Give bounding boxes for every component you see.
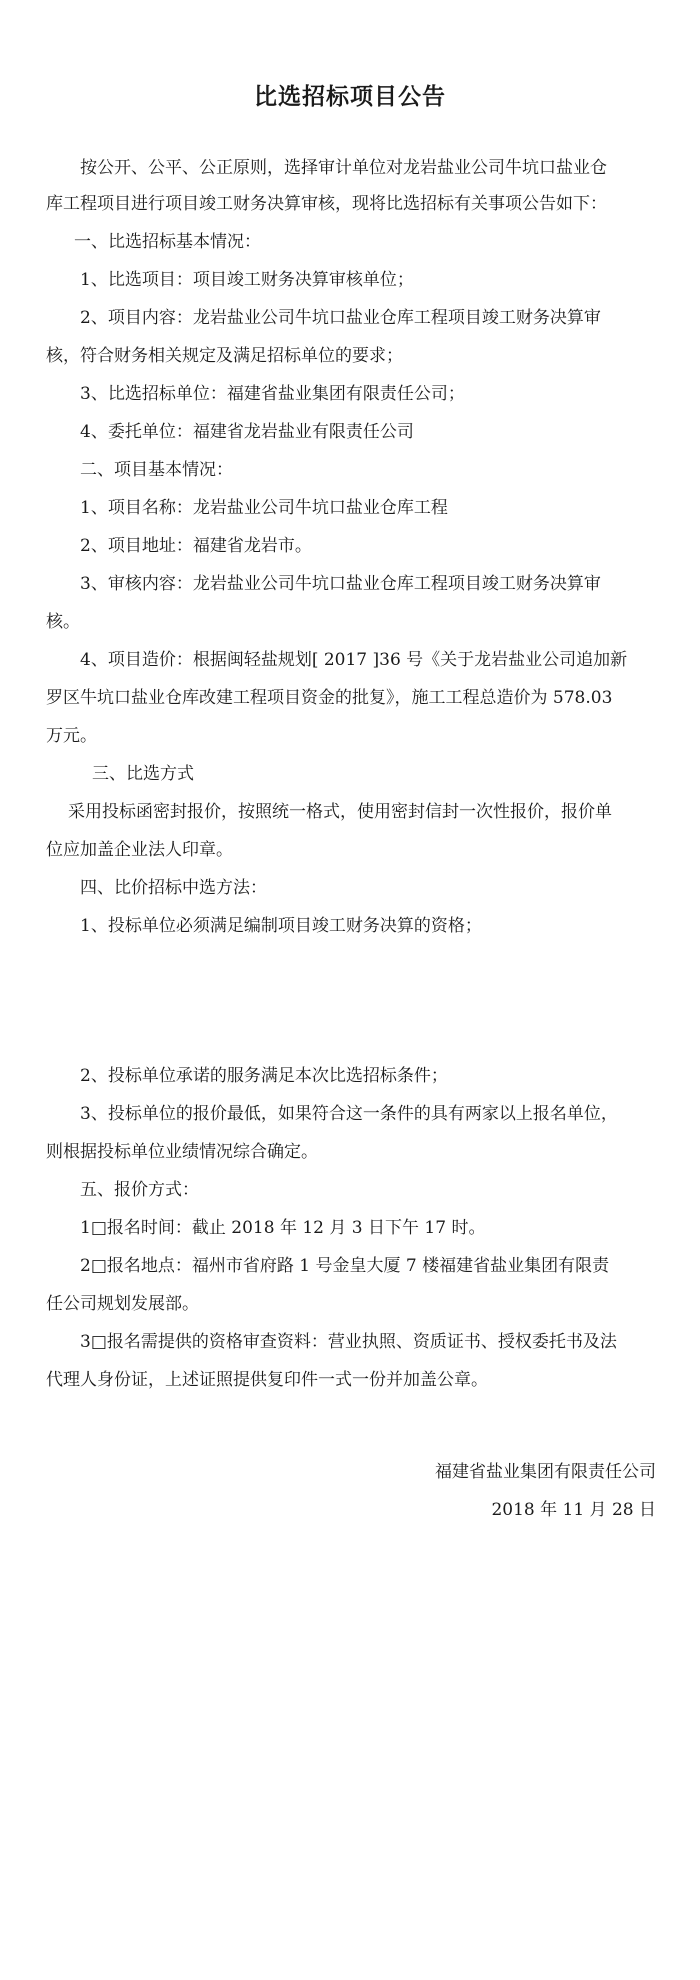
section-3-line-2: 位应加盖企业法人印章。 [46,840,233,860]
signature-organization: 福建省盐业集团有限责任公司 [435,1462,656,1482]
section-5-item-2-line-1: 2□报名地点：福州市省府路 1 号金皇大厦 7 楼福建省盐业集团有限责 [80,1256,610,1276]
intro-line-1: 按公开、公平、公正原则，选择审计单位对龙岩盐业公司牛坑口盐业仓 [80,158,607,178]
intro-line-2: 库工程项目进行项目竣工财务决算审核，现将比选招标有关事项公告如下： [46,194,607,214]
section-1-item-2-line-1: 2、项目内容：龙岩盐业公司牛坑口盐业仓库工程项目竣工财务决算审 [80,308,601,328]
section-1-item-1: 1、比选项目：项目竣工财务决算审核单位； [80,270,414,290]
section-2-item-4-line-1: 4、项目造价：根据闽轻盐规划[ 2017 ]36 号《关于龙岩盐业公司追加新 [80,650,628,670]
section-1-item-2-line-2: 核，符合财务相关规定及满足招标单位的要求； [46,346,403,366]
signature-date: 2018 年 11 月 28 日 [491,1500,656,1520]
section-5-item-3-line-1: 3□报名需提供的资格审查资料：营业执照、资质证书、授权委托书及法 [80,1332,617,1352]
section-2-heading: 二、项目基本情况： [80,460,233,480]
page-title: 比选招标项目公告 [254,84,446,110]
section-1-item-3: 3、比选招标单位：福建省盐业集团有限责任公司； [80,384,465,404]
section-2-item-1: 1、项目名称：龙岩盐业公司牛坑口盐业仓库工程 [80,498,448,518]
section-2-item-2: 2、项目地址：福建省龙岩市。 [80,536,312,556]
section-4-item-3-line-1: 3、投标单位的报价最低，如果符合这一条件的具有两家以上报名单位， [80,1104,618,1124]
section-5-item-3-line-2: 代理人身份证，上述证照提供复印件一式一份并加盖公章。 [46,1370,488,1390]
section-4-item-1: 1、投标单位必须满足编制项目竣工财务决算的资格； [80,916,482,936]
section-5-item-2-line-2: 任公司规划发展部。 [46,1294,199,1314]
section-5-item-1: 1□报名时间：截止 2018 年 12 月 3 日下午 17 时。 [80,1218,486,1238]
section-2-item-4-line-3: 万元。 [46,726,97,746]
section-4-heading: 四、比价招标中选方法： [80,878,267,898]
section-4-item-3-line-2: 则根据投标单位业绩情况综合确定。 [46,1142,318,1162]
section-1-heading: 一、比选招标基本情况： [74,232,261,252]
section-3-heading: 三、比选方式 [92,764,194,784]
section-2-item-3-line-1: 3、审核内容：龙岩盐业公司牛坑口盐业仓库工程项目竣工财务决算审 [80,574,601,594]
section-1-item-4: 4、委托单位：福建省龙岩盐业有限责任公司 [80,422,414,442]
section-5-heading: 五、报价方式： [80,1180,199,1200]
section-3-line-1: 采用投标函密封报价，按照统一格式，使用密封信封一次性报价，报价单 [68,802,612,822]
section-4-item-2: 2、投标单位承诺的服务满足本次比选招标条件； [80,1066,448,1086]
section-2-item-4-line-2: 罗区牛坑口盐业仓库改建工程项目资金的批复》，施工工程总造价为 578.03 [46,688,613,708]
section-2-item-3-line-2: 核。 [46,612,80,632]
